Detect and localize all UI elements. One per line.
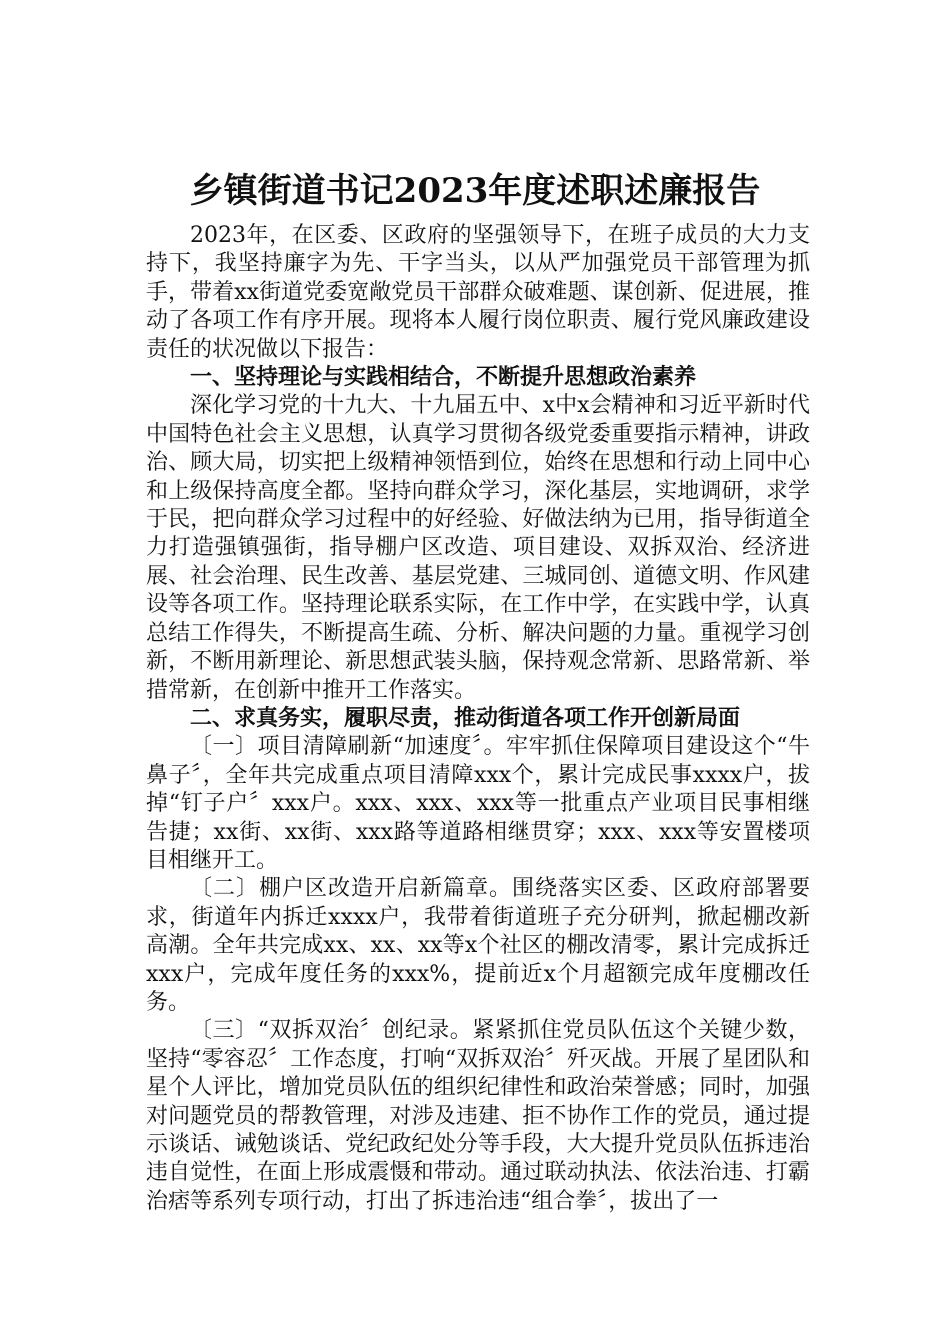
document-body: [146, 222, 810, 1216]
section2-item-2: 〔二〕棚户区改造开启新篇章。围绕落实区委、区政府部署要求，街道年内拆迁xxxx户，我带着街道班子充分研判，掀起棚改新高潮。全年共完成xx、xx、xx等x个社区的棚改清零，累计完成拆迁xxx户，完成年度任务的xxx%，提前近x个月超额完成年度棚改任务。: [146, 876, 810, 1015]
section-heading-1: 一、坚持理论与实践相结合，不断提升思想政治素养: [190, 365, 697, 391]
intro-paragraph: 2023年，在区委、区政府的坚强领导下，在班子成员的大力支持下，我坚持廉字为先、干字当头，以从严加强党员干部管理为抓手，带着xx街道党委宽敞党员干部群众破难题、谋创新、促进展，推动了各项工作有序开展。现将本人履行岗位职责、履行党风廉政建设责任的状况做以下报告：: [146, 223, 810, 362]
section2-item-1: 〔一〕项目清障刷新“加速度〞。牢牢抓住保障项目建设这个“牛鼻子〞，全年共完成重点项目清障xxx个，累计完成民事xxxx户，拔掉“钉子户〞xxx户。xxx、xxx、xxx等一批重点产业项目民事相继告捷；xx街、xx街、xxx路等道路相继贯穿；xxx、xxx等安置楼项目相继开工。: [146, 734, 810, 873]
section2-item-3: 〔三〕“双拆双治〞创纪录。紧紧抓住党员队伍这个关键少数，坚持“零容忍〞工作态度，打响“双拆双治〞歼灭战。开展了星团队和星个人评比，增加党员队伍的组织纪律性和政治荣誉感；同时，加强对问题党员的帮教管理，对涉及违建、拒不协作工作的党员，通过提示谈话、诫勉谈话、党纪政纪处分等手段，大大提升党员队伍拆违治违自觉性，在面上形成震慑和带动。通过联动执法、依法治违、打霸治痞等系列专项行动，打出了拆违治违“组合拳〞，拔出了一: [146, 1018, 810, 1214]
section1-paragraph: 深化学习党的十九大、十九届五中、x中x会精神和习近平新时代中国特色社会主义思想，认真学习贯彻各级党委重要指示精神，讲政治、顾大局，切实把上级精神领悟到位，始终在思想和行动上同中心和上级保持高度全都。坚持向群众学习，深化基层，实地调研，求学于民，把向群众学习过程中的好经验、好做法纳为已用，指导街道全力打造强镇强街，指导棚户区改造、项目建设、双拆双治、经济进展、社会治理、民生改善、基层党建、三城同创、道德文明、作风建设等各项工作。坚持理论联系实际，在工作中学，在实践中学，认真总结工作得失，不断提高生疏、分析、解决问题的力量。重视学习创新，不断用新理论、新思想武装头脑，保持观念常新、思路常新、举措常新，在创新中推开工作落实。: [146, 393, 810, 703]
section-heading-2: 二、求真务实，履职尽责，推动街道各项工作开创新局面: [190, 705, 741, 731]
document-title: 乡镇街道书记2023年度述职述廉报告: [189, 170, 761, 211]
